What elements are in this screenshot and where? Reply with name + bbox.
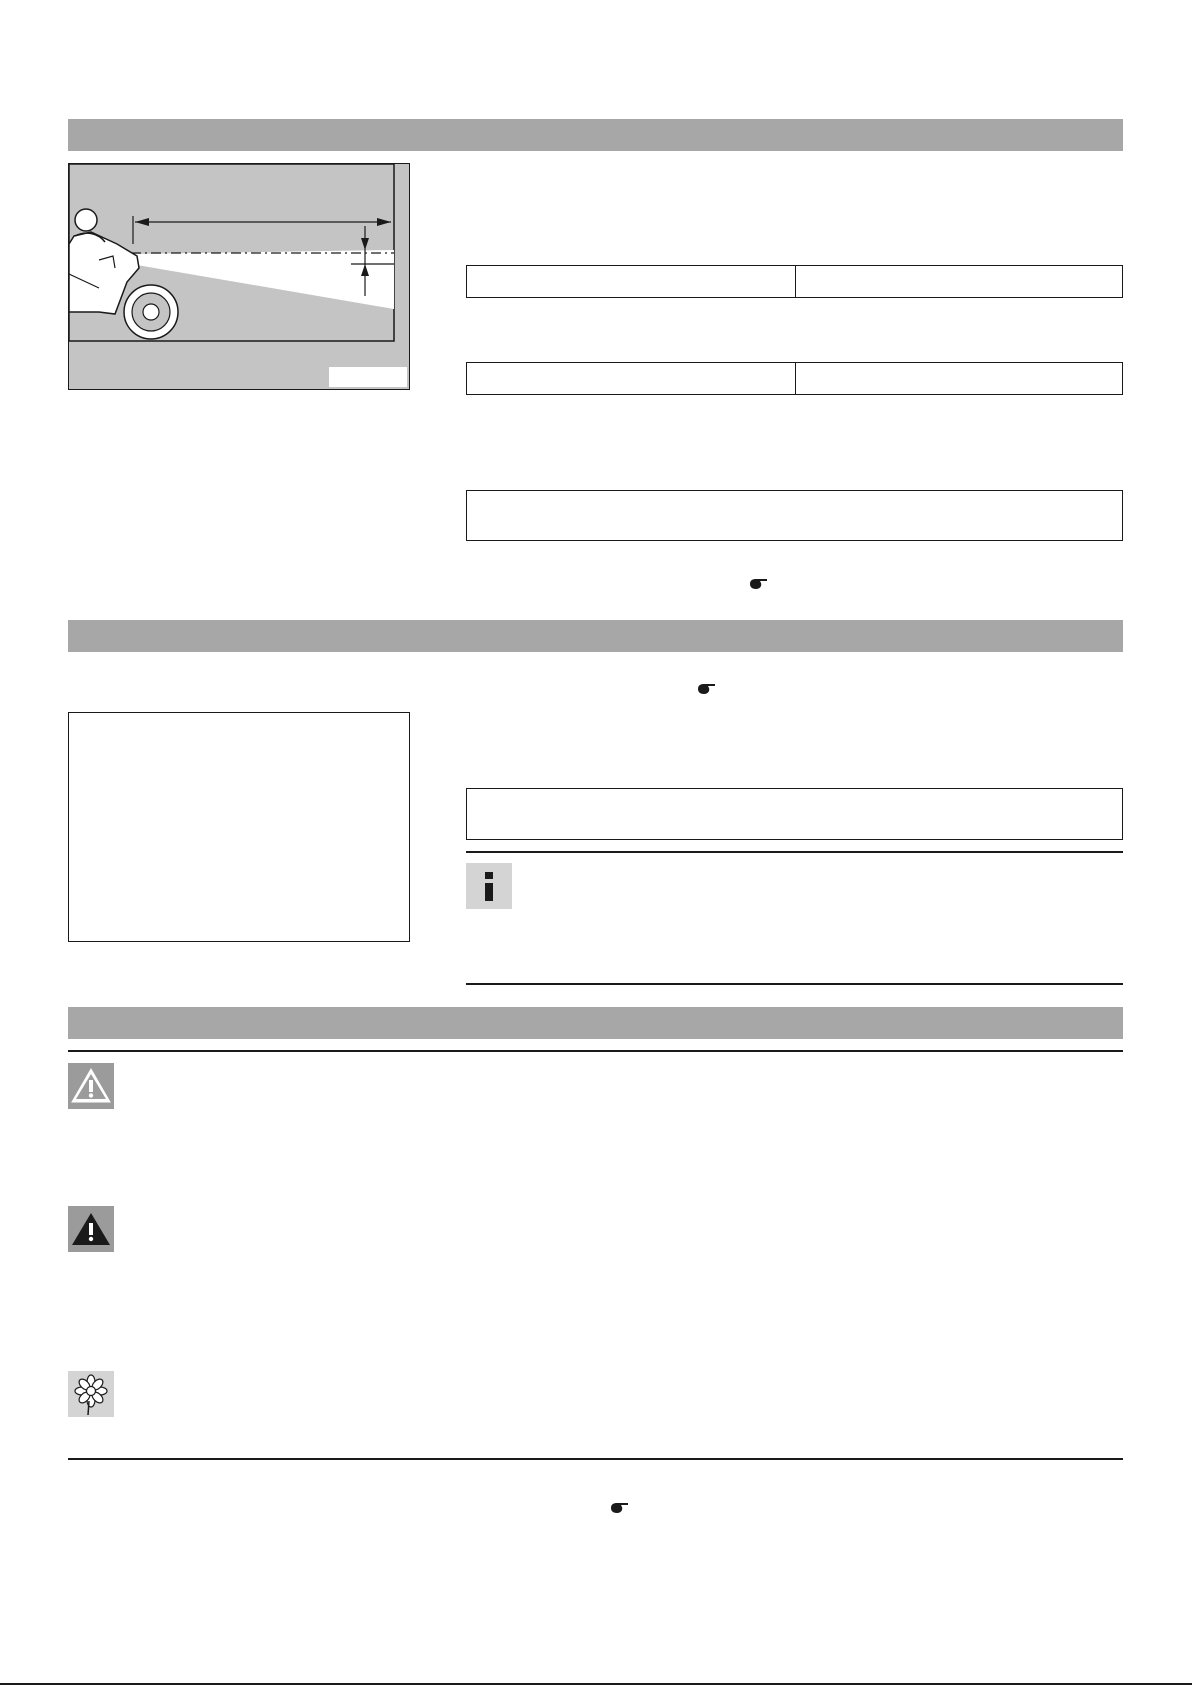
section-header-bar: [68, 1007, 1123, 1039]
warning-text: [130, 1063, 1123, 1183]
divider: [466, 851, 1123, 853]
divider: [68, 1458, 1123, 1460]
environment-flower-icon: [68, 1371, 114, 1417]
headlight-range-diagram: [69, 164, 410, 390]
warning-outline-icon: [68, 1063, 114, 1109]
section-header-bar: [68, 620, 1123, 652]
spec-label: [467, 363, 796, 394]
note-box: [466, 788, 1123, 840]
figure-placeholder: [68, 712, 410, 942]
info-icon: [466, 863, 512, 909]
divider: [466, 983, 1123, 985]
pointing-hand-icon: [698, 683, 716, 695]
warning-filled-icon: [68, 1206, 114, 1252]
environment-text: [130, 1371, 1123, 1451]
warning-text: [130, 1206, 1123, 1326]
info-text: [524, 863, 1123, 973]
note-box: [466, 490, 1123, 541]
section-header-bar: [68, 119, 1123, 151]
spec-value: [796, 363, 1122, 394]
figure-label: [329, 367, 407, 387]
pointing-hand-icon: [611, 1502, 629, 1514]
spec-table: [466, 265, 1123, 298]
spec-table: [466, 362, 1123, 395]
spec-label: [467, 266, 796, 297]
spec-value: [796, 266, 1122, 297]
headlight-range-figure: [68, 163, 410, 390]
divider: [68, 1050, 1123, 1052]
pointing-hand-icon: [750, 578, 768, 590]
